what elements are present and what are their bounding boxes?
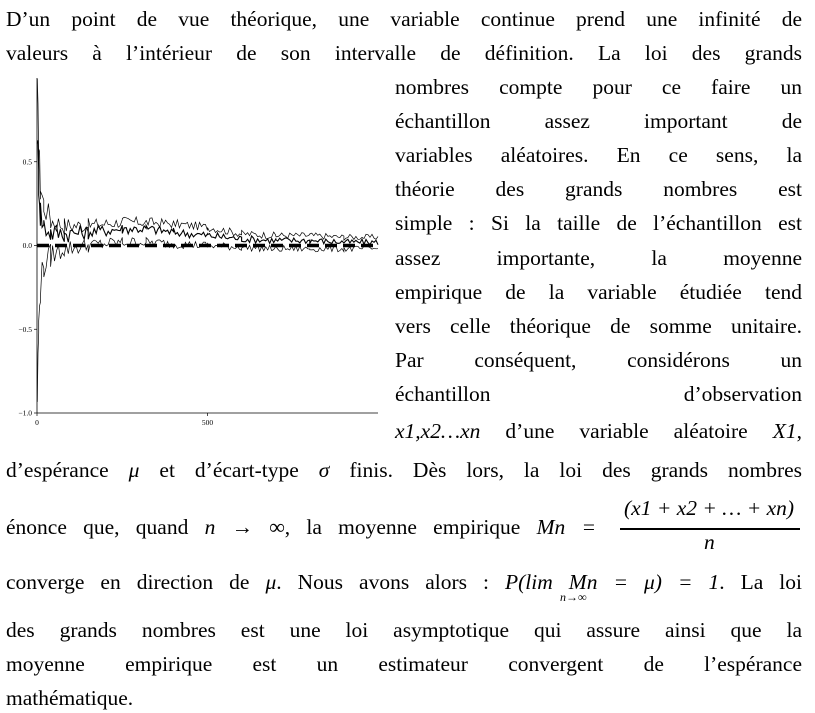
observation-sequence: x1,x2…xn <box>395 419 481 443</box>
y-tick-label: −0.5 <box>18 324 32 334</box>
mn-equals: Mn = <box>536 515 597 539</box>
wrap-line-2: échantillon assez important de <box>395 109 802 133</box>
mu-symbol: μ <box>128 458 140 482</box>
expectation-line <box>6 457 802 483</box>
probability-expression: P(lim Mn = μ) = 1 <box>505 570 720 594</box>
random-variable: X1 <box>772 419 797 443</box>
x-tick-label: 0 <box>35 418 39 427</box>
wrap-line-6: assez importante, la moyenne <box>395 246 802 270</box>
wrap-line-8: vers celle théorique de somme unitaire. <box>395 314 802 338</box>
limit-subscript: n→∞ <box>560 590 587 604</box>
statement-line <box>6 514 596 540</box>
y-tick-label: −1.0 <box>18 408 32 418</box>
observation-text: d’une variable aléatoire <box>505 419 748 443</box>
final-line-1: des grands nombres est une loi asymptotique qui assure ainsi que la <box>6 618 802 642</box>
lower-band-line <box>37 237 378 402</box>
expectation-text-b: et d’écart-type <box>159 458 299 482</box>
sigma-symbol: σ <box>318 458 330 482</box>
expectation-text-a: d’espérance <box>6 458 109 482</box>
text-line-2: valeurs à l’intérieur de son intervalle de définition. La loi des grands <box>6 41 802 65</box>
fraction-denominator: n <box>704 530 715 554</box>
wrap-line-9: Par conséquent, considérons un <box>395 348 802 372</box>
expectation-text-c: finis. Dès lors, la loi des grands nombres <box>349 458 803 482</box>
wrap-line-4: théorie des grands nombres est <box>395 177 802 201</box>
statement-text-a: énonce que, quand <box>6 515 189 539</box>
mu-symbol-2: μ <box>265 570 277 594</box>
upper-band-line <box>37 79 378 240</box>
observation-line: x1,x2…xn d’une variable aléatoire X1, <box>395 419 803 443</box>
wrap-line-7: empirique de la variable étudiée tend <box>395 280 802 304</box>
convergence-text-c: . La loi <box>719 570 802 594</box>
final-line-3: mathématique. <box>6 686 134 710</box>
convergence-chart <box>0 76 385 448</box>
wrap-line-5: simple : Si la taille de l’échantillon est <box>395 211 802 235</box>
convergence-text-b: . Nous avons alors : <box>276 570 489 594</box>
wrap-line-3: variables aléatoires. En ce sens, la <box>395 143 802 167</box>
final-line-2: moyenne empirique est un estimateur convergent de l’espérance <box>6 652 802 676</box>
convergence-line <box>6 569 802 595</box>
fraction-numerator: (x1 + x2 + … + xn) <box>624 496 795 520</box>
y-tick-label: 0.0 <box>22 241 32 250</box>
wrap-line-10: échantillon d’observation <box>395 382 802 406</box>
n-to-infinity: n → ∞ <box>204 515 285 539</box>
y-tick-label: 0.5 <box>22 157 32 167</box>
x-tick-label: 500 <box>201 418 214 427</box>
convergence-text-a: converge en direction de <box>6 570 250 594</box>
mean-fraction <box>598 496 803 560</box>
wrap-line-1: nombres compte pour ce faire un <box>395 75 802 99</box>
text-line-1: D’un point de vue théorique, une variable continue prend une infinité de <box>6 7 802 31</box>
statement-text-b: , la moyenne empirique <box>284 515 521 539</box>
